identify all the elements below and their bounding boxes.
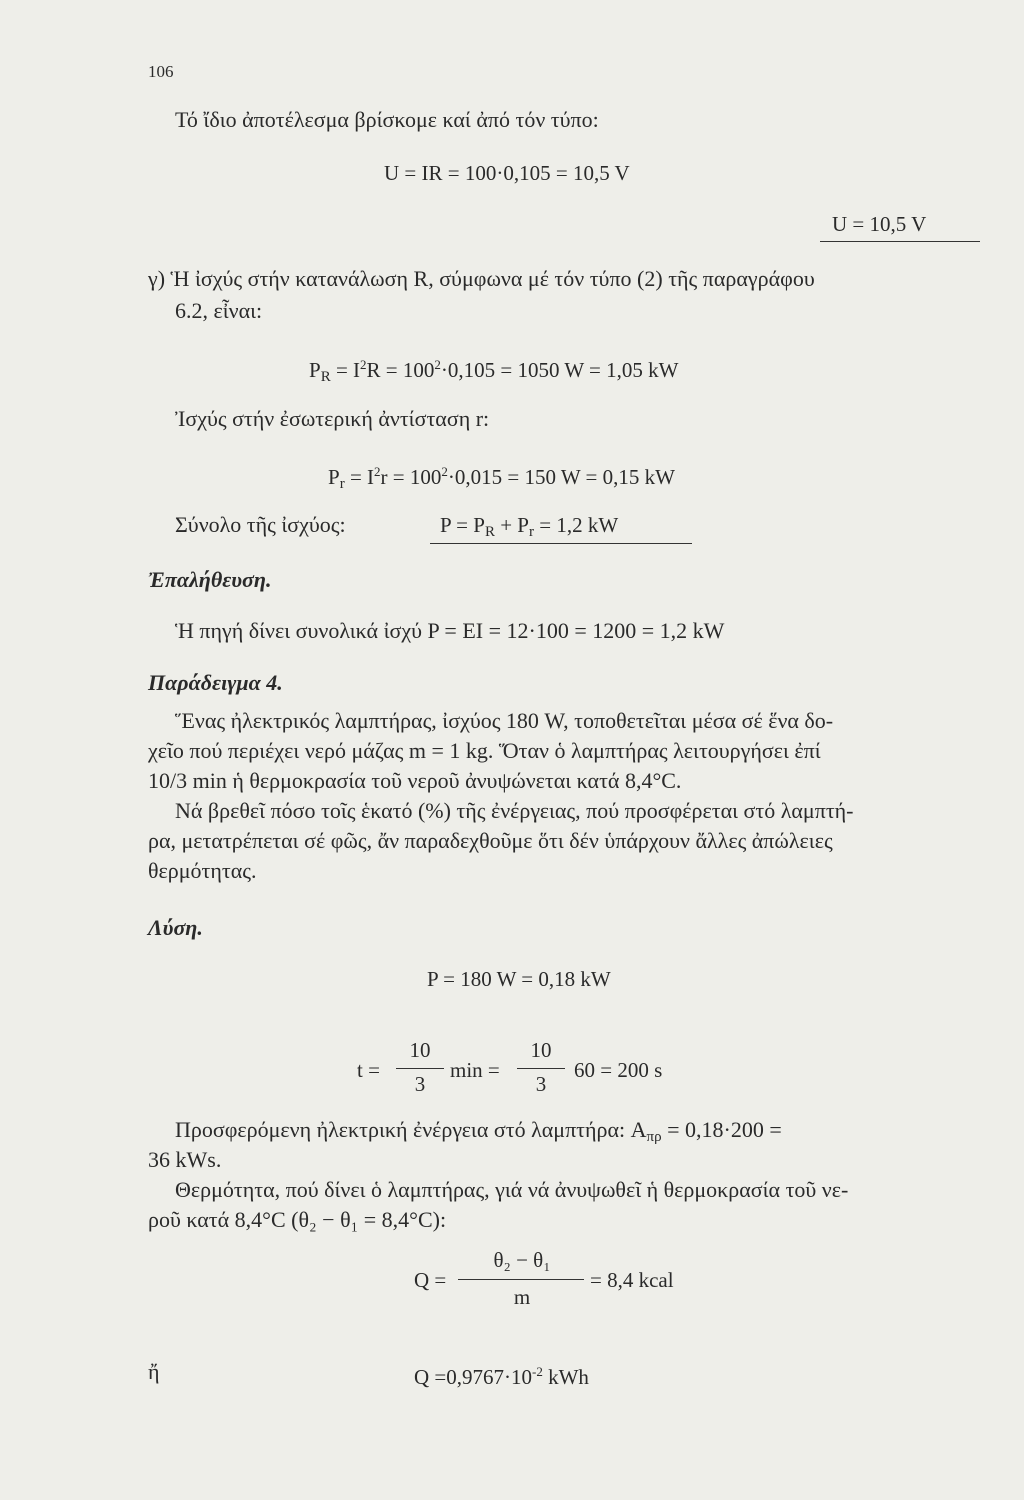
equation-total-power: $P = P_R + P_r = 1,2$ kW — [440, 513, 619, 540]
text-line: 36 kWs. — [148, 1147, 222, 1172]
total-underline — [430, 543, 692, 544]
section-heading: Παράδειγμα 4. — [148, 670, 283, 695]
equation-power-load: $P_R = I^2R = 100^2\cdot 0,105 = 1050$ W = 1,05 kW — [309, 357, 679, 385]
equation-q-kwh: $Q =0,9767\cdot 10^{-2}$ kWh — [414, 1364, 589, 1389]
fraction-numerator: 10 — [530, 1038, 552, 1062]
text-line: θερμότητας. — [148, 858, 257, 883]
equation-t-lhs: t = — [357, 1058, 380, 1082]
fraction-denominator: 3 — [414, 1072, 426, 1096]
text-line: Ἡ πηγή δίνει συνολικά ἰσχύ P = EI = 12·100 = 1200 = 1,2 kW — [175, 618, 725, 643]
text-line: Τό ἴδιο ἀποτέλεσμα βρίσκομε καί ἀπό τόν τύπο: — [175, 107, 599, 132]
fraction-numerator: θ₂ − θ₁ — [493, 1248, 551, 1272]
section-heading: Ἐπαλήθευση. — [148, 567, 272, 592]
text-line: ροῦ κατά 8,4°C (θ₂ − θ₁ = 8,4°C): — [148, 1207, 447, 1232]
text-line: Θερμότητα, πού δίνει ὁ λαμπτήρας, γιά νά ἀνυψωθεῖ ἡ θερμοκρασία τοῦ νε- — [175, 1177, 849, 1202]
equation-q-lhs: Q = — [414, 1268, 447, 1292]
equation-result: U = 10,5 V — [832, 212, 927, 236]
text-line: Ἕνας ἠλεκτρικός λαμπτήρας, ἰσχύος 180 W, τοποθετεῖται μέσα σέ ἕνα δο- — [175, 708, 834, 733]
page-number: 106 — [148, 62, 174, 81]
fraction-numerator: 10 — [409, 1038, 431, 1062]
equation: U = IR = 100·0,105 = 10,5 V — [384, 161, 630, 185]
result-underline — [820, 241, 980, 242]
text-line: Ἰσχύς στήν ἐσωτερική ἀντίσταση r: — [175, 406, 490, 431]
text-line: 10/3 min ἡ θερμοκρασία τοῦ νεροῦ ἀνυψώνεται κατά 8,4°C. — [148, 768, 682, 793]
fraction-denominator: 3 — [535, 1072, 547, 1096]
fraction-bar — [517, 1068, 565, 1069]
text-line: Σύνολο τῆς ἰσχύος: — [175, 512, 346, 537]
text-line: 6.2, εἶναι: — [175, 298, 263, 323]
text-line: ρα, μετατρέπεται σέ φῶς, ἄν παραδεχθοῦμε ὅτι δέν ὑπάρχουν ἄλλες ἀπώλειες — [148, 828, 833, 853]
section-heading: Λύση. — [148, 915, 203, 940]
text-line: γ) Ἡ ἰσχύς στήν κατανάλωση R, σύμφωνα μέ τόν τύπο (2) τῆς παραγράφου — [148, 266, 815, 291]
text-line: χεῖο πού περιέχει νερό μάζας m = 1 kg. Ὅταν ὁ λαμπτήρας λειτουργήσει ἐπί — [148, 738, 821, 763]
text-line: Νά βρεθεῖ πόσο τοῖς ἑκατό (%) τῆς ἐνέργειας, πού προσφέρεται στό λαμπτή- — [175, 798, 854, 823]
equation-t-rest: 60 = 200 s — [574, 1058, 663, 1082]
fraction-denominator: m — [513, 1285, 531, 1309]
equation-t-mid: min = — [450, 1058, 500, 1082]
fraction-bar — [458, 1279, 584, 1280]
text-line: ἤ — [148, 1359, 160, 1384]
fraction-bar — [396, 1068, 444, 1069]
equation-power-internal: $P_r = I^2r = 100^2\cdot 0,015 = 150$ W = 0,15 kW — [328, 464, 675, 492]
equation-power: P = 180 W = 0,18 kW — [427, 967, 611, 991]
equation-q-rest: = 8,4 kcal — [590, 1268, 674, 1292]
text-line: Προσφερόμενη ἠλεκτρική ἐνέργεια στό λαμπτήρα: $A_{\pi\rho} = 0,18\cdot 200$ = — [175, 1117, 782, 1145]
